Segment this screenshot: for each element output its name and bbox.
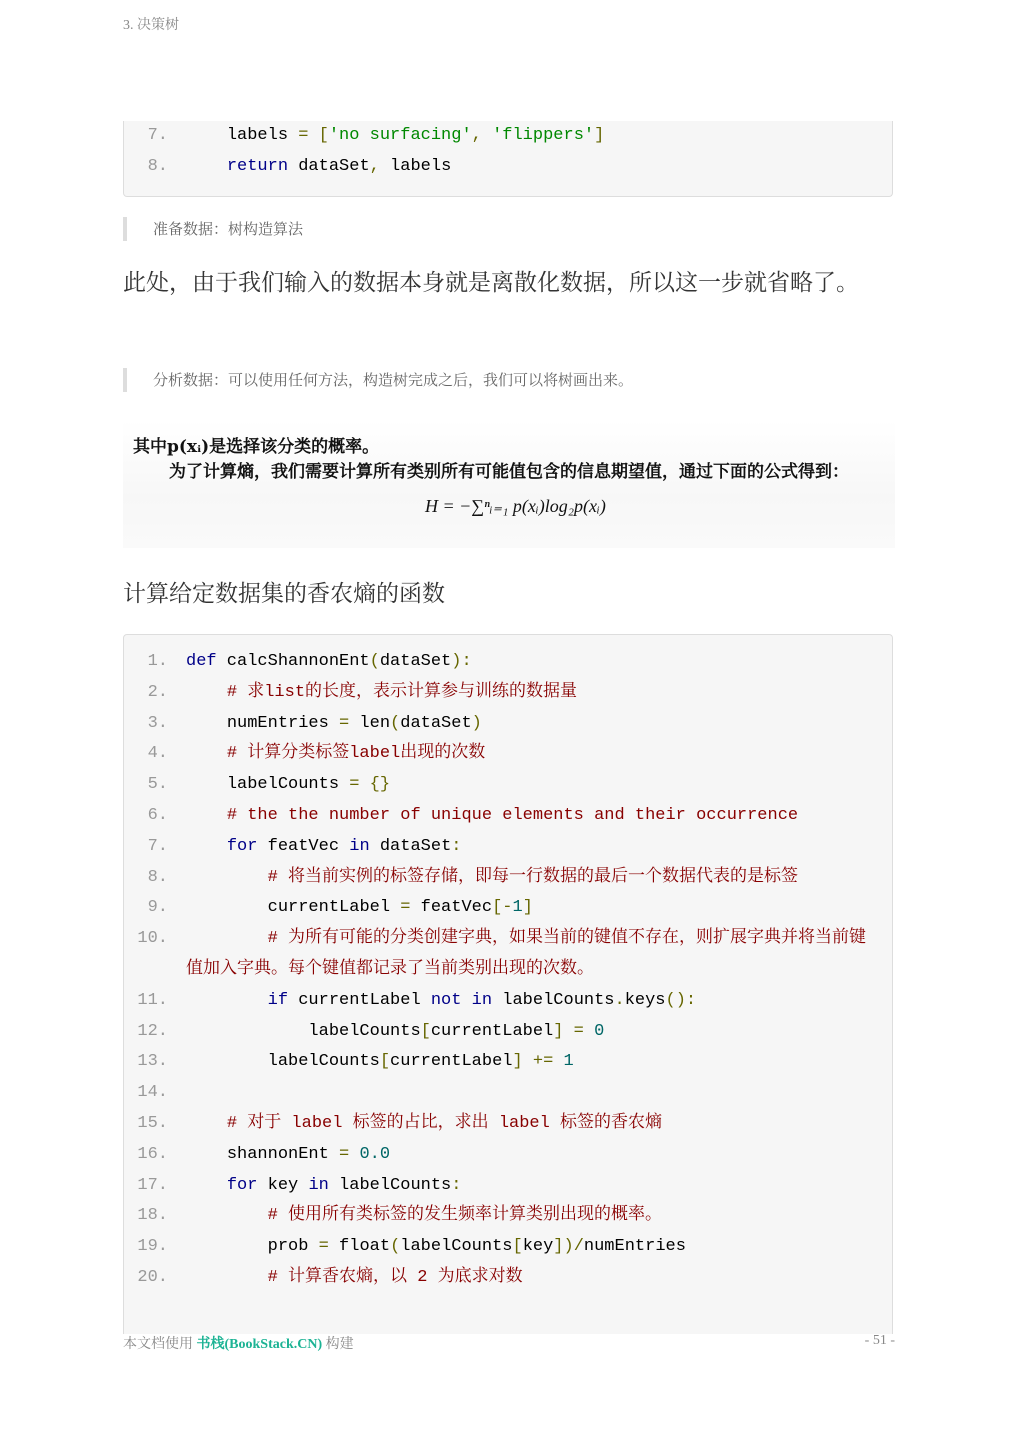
code-token-pun: [ <box>379 1052 391 1072</box>
code-token-pln: labels <box>186 126 299 145</box>
code-token-pln: key <box>257 1175 309 1195</box>
code-token-kw: def <box>186 652 217 671</box>
code-token-pun: ): <box>451 652 472 671</box>
line-number: 15. <box>137 1113 168 1133</box>
code-token-pln <box>186 1176 227 1195</box>
code-text <box>186 739 892 770</box>
code-line <box>124 1201 892 1232</box>
code-token-pln: currentLabel <box>186 898 401 918</box>
code-token-pun: ( <box>390 1237 401 1257</box>
code-token-pln: labelCounts <box>186 775 350 795</box>
code-text <box>186 647 892 678</box>
code-token-pln: featVec <box>257 836 350 856</box>
code-token-pln <box>186 806 227 825</box>
code-text <box>186 1232 892 1263</box>
line-number: 14. <box>137 1083 168 1103</box>
code-line <box>124 1263 892 1294</box>
code-token-pun: ) <box>471 713 482 733</box>
code-token-pln: numEntries <box>186 713 340 733</box>
code-token-pln: featVec <box>410 898 493 918</box>
code-token-pln: dataSet <box>379 652 452 671</box>
line-number: 2. <box>147 682 168 702</box>
code-line <box>124 1140 892 1171</box>
code-token-pun: = <box>400 898 411 918</box>
code-token-pun: (): <box>665 990 697 1010</box>
code-block-2 <box>123 634 893 1334</box>
code-token-pun: ])/ <box>553 1237 584 1257</box>
code-token-pln: keys <box>624 990 666 1010</box>
code-token-pun: = <box>339 1144 350 1164</box>
code-token-pln: labelCounts <box>186 1021 421 1041</box>
code-text <box>186 1140 892 1171</box>
code-token-str: 'flippers' <box>492 126 595 145</box>
code-token-kw: not <box>430 990 462 1010</box>
code-token-pln: labels <box>379 156 452 176</box>
code-token-pln <box>186 1206 268 1225</box>
line-number: 7. <box>147 836 168 856</box>
code-text <box>186 1171 892 1202</box>
line-number: 6. <box>147 805 168 825</box>
code-text <box>186 986 892 1017</box>
code-line <box>124 1232 892 1263</box>
blockquote-analyze-data: 分析数据：可以使用任何方法，构造树完成之后，我们可以将树画出来。 <box>123 368 633 392</box>
bookstack-link[interactable]: 书栈(BookStack.CN) <box>196 1337 323 1352</box>
code-text <box>186 1263 892 1294</box>
code-token-kw: for <box>226 836 258 856</box>
line-number: 7. <box>147 126 168 145</box>
code-token-pln <box>186 744 227 763</box>
code-token-pln <box>186 837 227 856</box>
line-number: 17. <box>137 1175 168 1195</box>
code-block-1 <box>123 121 893 197</box>
code-token-com: # 对于 label 标签的占比，求出 label 标签的香农熵 <box>226 1113 663 1133</box>
code-token-kw: return <box>226 156 289 176</box>
footer-prefix: 本文档使用 <box>123 1337 193 1352</box>
code-token-pln: currentLabel <box>390 1052 513 1072</box>
code-token-pln: len <box>349 713 391 733</box>
code-line <box>124 801 892 832</box>
code-text <box>186 1017 892 1048</box>
code-token-pln: currentLabel <box>288 990 431 1010</box>
code-token-pln: prob <box>186 1237 319 1257</box>
code-line <box>124 770 892 801</box>
code-line <box>124 832 892 863</box>
code-text <box>186 770 892 801</box>
code-text <box>186 924 892 986</box>
code-token-pln: dataSet <box>400 713 472 733</box>
code-text <box>186 678 892 709</box>
line-number: 12. <box>137 1021 168 1041</box>
code-token-lit: 0.0 <box>359 1144 391 1164</box>
footer-credit <box>123 1333 354 1353</box>
code-token-pln: numEntries <box>583 1237 686 1257</box>
code-token-pun: = <box>573 1021 584 1041</box>
entropy-formula-image <box>123 420 895 548</box>
code-token-com: # 计算香农熵，以 2 为底求对数 <box>267 1267 523 1287</box>
code-token-kw: if <box>267 990 289 1010</box>
code-line <box>124 1171 892 1202</box>
code-token-pun: ] <box>512 1052 523 1072</box>
code-token-pln <box>563 1022 573 1041</box>
code-token-lit: 1 <box>563 1052 574 1072</box>
code-token-kw: for <box>226 1175 258 1195</box>
code-line <box>124 924 892 986</box>
code-token-pun: = <box>298 126 309 145</box>
code-token-lit: 0 <box>594 1021 605 1041</box>
code-token-pln <box>186 683 227 702</box>
code-line <box>124 647 892 678</box>
code-token-pun: [ <box>420 1021 431 1041</box>
code-token-pln: currentLabel <box>430 1021 554 1041</box>
code-line <box>124 121 892 152</box>
code-token-pun: ( <box>390 713 401 733</box>
code-token-pln <box>584 1022 594 1041</box>
line-number: 19. <box>137 1237 168 1257</box>
line-number: 3. <box>147 713 168 733</box>
code-token-pln <box>461 991 471 1010</box>
code-token-lit: 1 <box>512 898 523 918</box>
code-token-pln <box>553 1052 563 1071</box>
code-token-pln: shannonEnt <box>186 1144 340 1164</box>
line-number: 8. <box>147 867 168 887</box>
figure-line-2: 为了计算熵，我们需要计算所有类别所有可能值包含的信息期望值，通过下面的公式得到： <box>169 462 849 482</box>
code-line <box>124 986 892 1017</box>
code-line <box>124 709 892 740</box>
code-text <box>186 893 892 924</box>
code-token-pun: ] <box>553 1021 564 1041</box>
code-token-pun: [- <box>492 898 513 918</box>
line-number: 9. <box>147 898 168 918</box>
code-token-com: # the the number of unique elements and their occurrence <box>226 805 799 825</box>
code-token-pln <box>359 775 369 794</box>
code-token-pun: : <box>451 836 462 856</box>
code-line <box>124 863 892 894</box>
code-token-pun: , <box>369 156 380 176</box>
line-number: 10. <box>137 929 168 949</box>
code-token-pln <box>186 157 227 176</box>
paragraph: 此处，由于我们输入的数据本身就是离散化数据，所以这一步就省略了。 <box>123 270 859 296</box>
code-line <box>124 739 892 770</box>
code-token-com: # 求list的长度，表示计算参与训练的数据量 <box>226 682 578 702</box>
code-token-pln: dataSet <box>288 156 370 176</box>
code-token-pln: labelCounts <box>186 1052 380 1072</box>
line-number: 18. <box>137 1206 168 1226</box>
code-token-kw: in <box>308 1175 329 1195</box>
code-token-pun: ( <box>369 652 380 671</box>
page-number: - 51 - <box>864 1333 895 1348</box>
code-token-pln <box>308 126 318 145</box>
blockquote-prepare-data: 准备数据：树构造算法 <box>123 217 303 241</box>
code-text <box>186 121 892 152</box>
code-token-pln <box>186 991 268 1010</box>
code-token-str: 'no surfacing' <box>328 126 472 145</box>
code-token-pln <box>186 868 268 887</box>
code-line <box>124 1078 892 1109</box>
code-token-pln <box>186 929 268 948</box>
chapter-header: 3. 决策树 <box>123 18 179 33</box>
code-line <box>124 893 892 924</box>
code-line <box>124 1109 892 1140</box>
code-token-pun: {} <box>369 775 391 795</box>
code-token-pln <box>186 1268 268 1287</box>
code-token-pun: [ <box>512 1237 523 1257</box>
code-text <box>186 1047 892 1078</box>
code-token-pln <box>186 1114 227 1133</box>
code-line <box>124 1047 892 1078</box>
code-text <box>186 832 892 863</box>
code-text <box>186 709 892 740</box>
code-token-pun: ] <box>522 898 533 918</box>
code-token-pun: = <box>349 775 360 795</box>
line-number: 16. <box>137 1144 168 1164</box>
code-line <box>124 152 892 183</box>
code-token-pun: = <box>318 1237 329 1257</box>
code-token-com: # 使用所有类标签的发生频率计算类别出现的概率。 <box>267 1206 663 1226</box>
figure-line-1: 其中p(xᵢ)是选择该分类的概率。 <box>133 437 380 457</box>
code-token-pun: . <box>614 990 625 1010</box>
code-token-pln: labelCounts <box>328 1175 452 1195</box>
code-line <box>124 678 892 709</box>
code-token-pln <box>523 1052 533 1071</box>
line-number: 20. <box>137 1267 168 1287</box>
footer-suffix: 构建 <box>325 1337 354 1352</box>
line-number: 1. <box>147 652 168 671</box>
code-token-pun: ] <box>594 126 605 145</box>
code-token-pun: [ <box>318 126 329 145</box>
code-token-pln: key <box>522 1237 554 1257</box>
code-token-pln <box>482 126 492 145</box>
code-token-kw: in <box>349 836 370 856</box>
code-text <box>186 1109 892 1140</box>
code-token-pln: float <box>328 1237 391 1257</box>
section-heading: 计算给定数据集的香农熵的函数 <box>123 581 445 607</box>
line-number: 11. <box>137 990 168 1010</box>
code-text <box>186 1078 892 1109</box>
line-number: 8. <box>147 156 168 176</box>
code-token-pun: += <box>532 1052 554 1072</box>
code-token-com: # 将当前实例的标签存储，即每一行数据的最后一个数据代表的是标签 <box>267 867 799 887</box>
code-text <box>186 152 892 183</box>
code-line <box>124 1017 892 1048</box>
code-text <box>186 863 892 894</box>
code-token-pln: labelCounts <box>492 990 615 1010</box>
code-token-pln: labelCounts <box>400 1237 513 1257</box>
code-token-pln: calcShannonEnt <box>216 652 370 671</box>
code-token-pun: = <box>339 713 350 733</box>
code-text <box>186 1201 892 1232</box>
code-text <box>186 801 892 832</box>
code-token-pln <box>349 1145 359 1164</box>
code-token-pln: dataSet <box>369 836 452 856</box>
line-number: 13. <box>137 1052 168 1072</box>
code-token-pun: , <box>471 126 482 145</box>
code-token-kw: in <box>471 990 493 1010</box>
code-token-com: # 为所有可能的分类创建字典，如果当前的键值不存在，则扩展字典并将当前键值加入字典。每个键值都记录了当前类别出现的次数。 <box>186 929 867 979</box>
code-token-com: # 计算分类标签label出现的次数 <box>226 744 486 764</box>
line-number: 4. <box>147 744 168 764</box>
line-number: 5. <box>147 775 168 795</box>
entropy-formula: H = −∑ⁿᵢ₌₁ p(xᵢ)log₂p(xᵢ) <box>425 496 606 516</box>
code-token-pun: : <box>451 1175 462 1195</box>
